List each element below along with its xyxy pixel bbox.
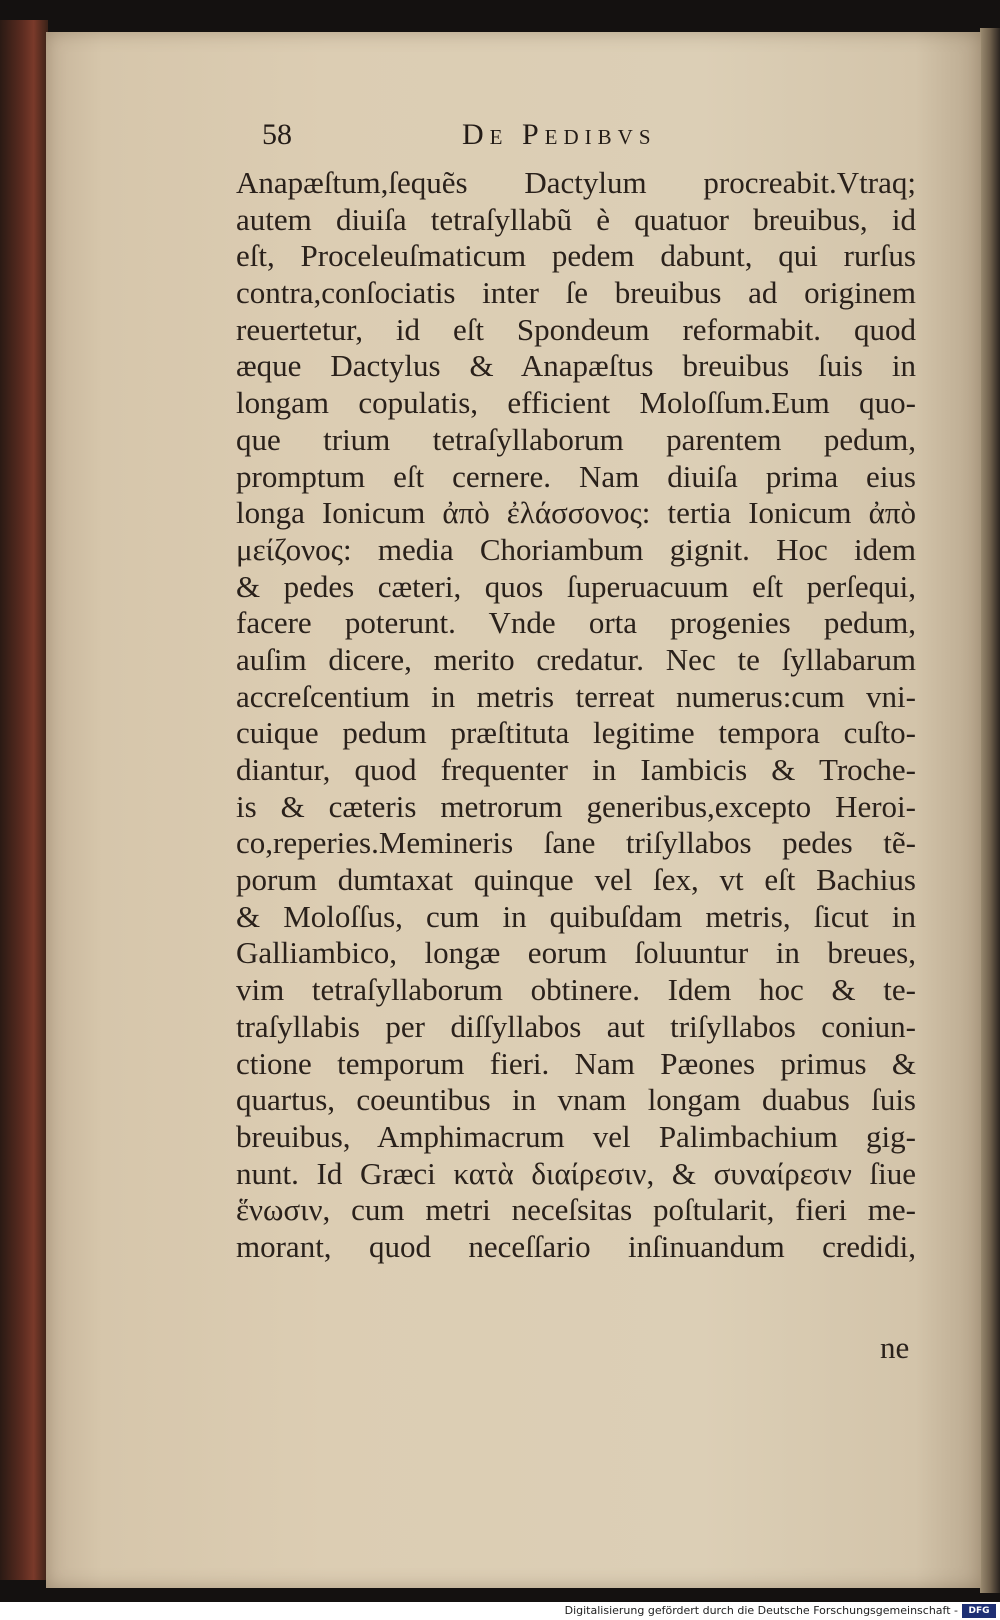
text-line: traſyllabis per diſſyllabos aut triſyllabos coniun- <box>236 1008 916 1044</box>
text-line: is & cæteris metrorum generibus,excepto Heroi- <box>236 788 916 824</box>
text-line: vim tetraſyllaborum obtinere. Idem hoc & te- <box>236 972 916 1008</box>
text-line: longam copulatis, efficient Moloſſum.Eum quo- <box>236 385 916 421</box>
text-line: & pedes cæteri, quos ſuperuacuum eſt perſequi, <box>236 568 916 604</box>
book-cover-edge <box>0 20 48 1580</box>
funding-credit: Digitalisierung gefördert durch die Deutsche Forschungsgemeinschaft - <box>564 1604 958 1617</box>
text-line: Anapæſtum,ſequẽs Dactylum procreabit.Vtraq; <box>236 165 916 200</box>
text-line: promptum eſt cernere. Nam diuiſa prima eius <box>236 458 916 494</box>
text-line: ctione temporum fieri. Nam Pæones primus & <box>236 1045 916 1081</box>
text-line: auſim dicere, merito credatur. Nec te ſyllabarum <box>236 641 916 677</box>
page-number: 58 <box>262 118 292 151</box>
text-line: facere poterunt. Vnde orta progenies pedum, <box>236 605 916 641</box>
text-line: breuibus, Amphimacrum vel Palimbachium gig- <box>236 1118 916 1154</box>
text-line: eſt, Proceleuſmaticum pedem dabunt, qui rurſus <box>236 238 916 274</box>
text-line: cuique pedum præſtituta legitime tempora cuſto- <box>236 715 916 751</box>
text-line: μείζονος: media Choriambum gignit. Hoc idem <box>236 531 916 567</box>
text-line: quartus, coeuntibus in vnam longam duabus ſuis <box>236 1082 916 1118</box>
text-line: contra,conſociatis inter ſe breuibus ad originem <box>236 275 916 311</box>
text-line: autem diuiſa tetraſyllabũ è quatuor breuibus, id <box>236 201 916 237</box>
text-line: æque Dactylus & Anapæſtus breuibus ſuis in <box>236 348 916 384</box>
text-line: & Moloſſus, cum in quibuſdam metris, ſicut in <box>236 898 916 934</box>
text-line: morant, quod neceſſario inſinuandum credidi, <box>236 1228 916 1264</box>
text-line: que trium tetraſyllaborum parentem pedum, <box>236 421 916 457</box>
dfg-logo: DFG <box>962 1604 996 1618</box>
catchword: ne <box>880 1330 910 1365</box>
text-line: longa Ionicum ἀπὸ ἐλάσσονος: tertia Ionicum ἀπὸ <box>236 495 916 531</box>
text-line: co,reperies.Memineris ſane triſyllabos pedes tẽ- <box>236 825 916 861</box>
running-head: De Pedibvs <box>462 118 657 151</box>
text-line: diantur, quod frequenter in Iambicis & Troche- <box>236 752 916 787</box>
page-stack-edge <box>980 28 1000 1593</box>
text-line: reuertetur, id eſt Spondeum reformabit. quod <box>236 311 916 347</box>
text-line: Galliambico, longæ eorum ſoluuntur in breues, <box>236 935 916 971</box>
body-text <box>236 165 916 1266</box>
text-line: ἕνωσιν, cum metri neceſsitas poſtularit, fieri me- <box>236 1192 916 1228</box>
page-header <box>262 118 782 158</box>
text-line: porum dumtaxat quinque vel ſex, vt eſt Bachius <box>236 862 916 898</box>
text-line: nunt. Id Græci κατὰ διαίρεσιν, & συναίρεσιν ſiue <box>236 1155 916 1191</box>
text-line: accreſcentium in metris terreat numerus:cum vni- <box>236 678 916 714</box>
